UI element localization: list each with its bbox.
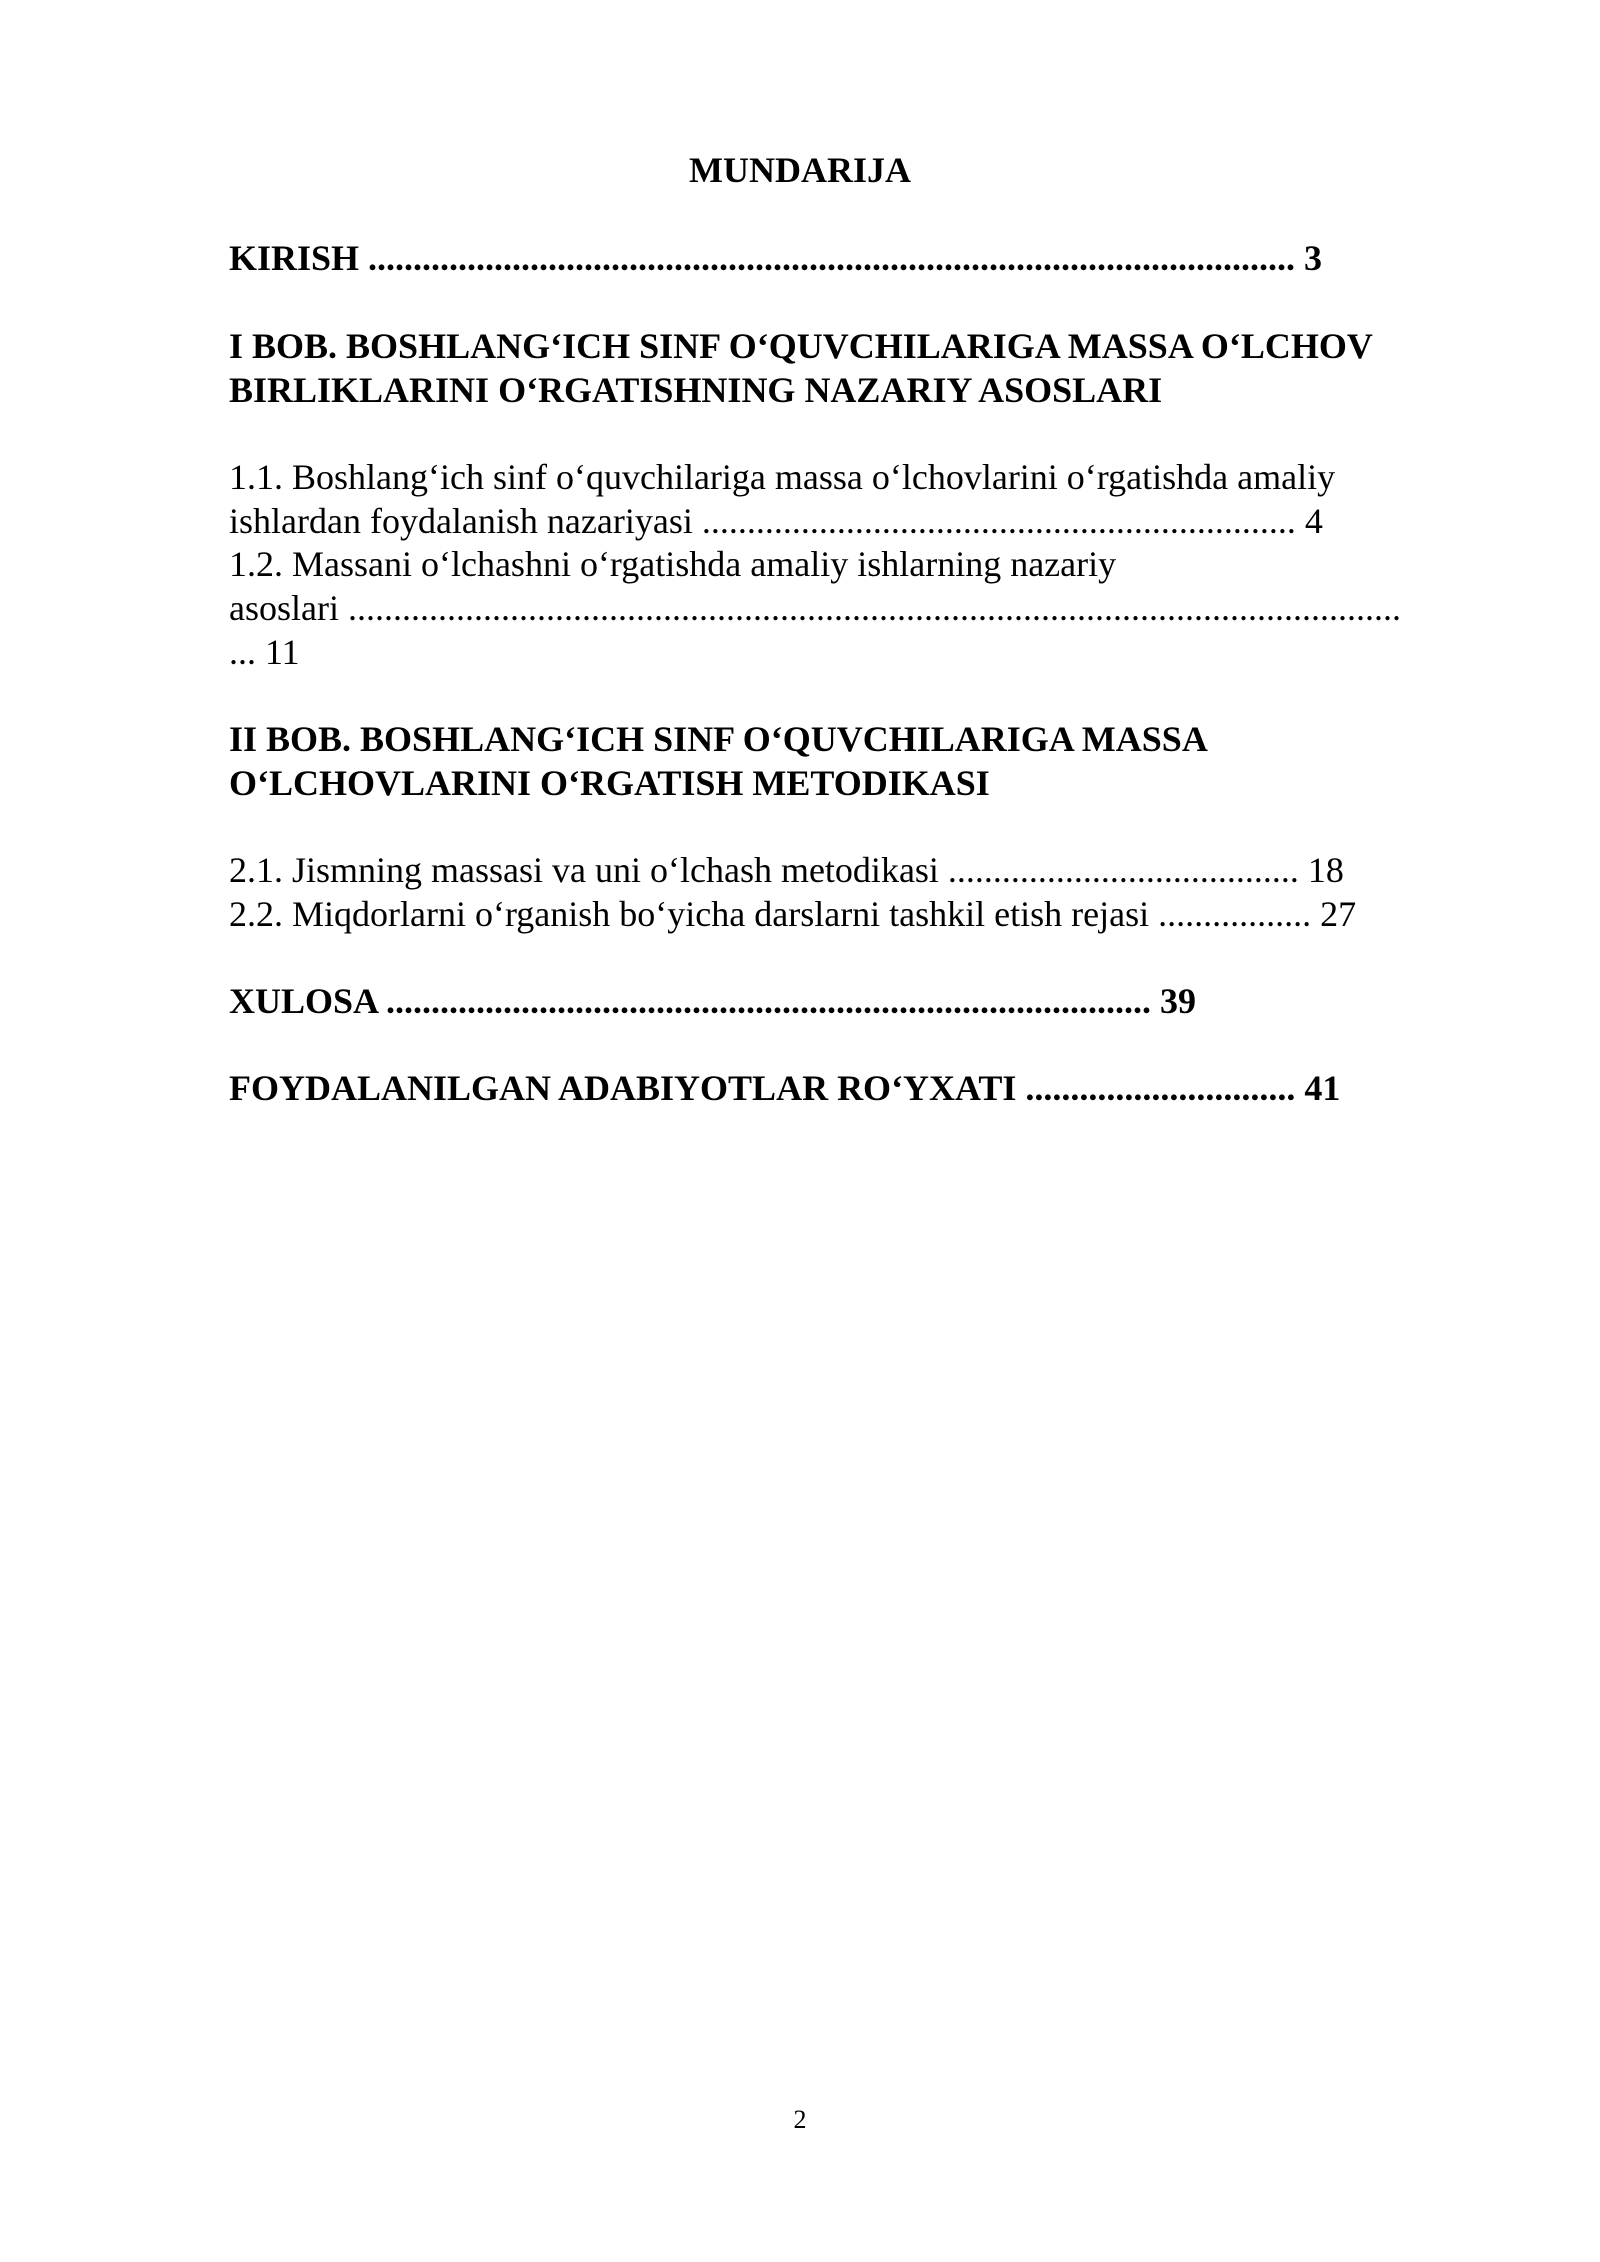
toc-section-1-1-line2: ishlardan foydalanish nazariyasi .................................................................. 4 [229,501,1323,541]
toc-section-2-2: 2.2. Miqdorlarni o‘rganish bo‘yicha darslarni tashkil etish rejasi ................. 27 [229,894,1357,934]
page-title: MUNDARIJA [689,150,911,190]
toc-entry-kirish: KIRISH ....................................................................................................... 3 [229,238,1323,278]
toc-chapter2-line2: O‘LCHOVLARINI O‘RGATISH METODIKASI [229,763,990,803]
page-number: 2 [793,2105,807,2134]
toc-section-1-2-line2: asoslari ..................................................................................................................... [229,588,1401,628]
toc-chapter1-line2: BIRLIKLARINI O‘RGATISHNING NAZARIY ASOSLARI [229,370,1163,410]
toc-entry-xulosa: XULOSA ..................................................................................... 39 [229,981,1197,1021]
toc-section-1-2-line1: 1.2. Massani o‘lchashni o‘rgatishda amaliy ishlarning nazariy [229,544,1117,584]
toc-section-2-1: 2.1. Jismning massasi va uni o‘lchash metodikasi ....................................... 18 [229,850,1344,890]
toc-chapter1-line1: I BOB. BOSHLANG‘ICH SINF O‘QUVCHILARIGA MASSA O‘LCHOV [229,326,1373,366]
toc-chapter2-line1: II BOB. BOSHLANG‘ICH SINF O‘QUVCHILARIGA MASSA [229,719,1208,759]
toc-section-1-1-line1: 1.1. Boshlang‘ich sinf o‘quvchilariga massa o‘lchovlarini o‘rgatishda amaliy [229,457,1336,497]
toc-section-1-2-line3: ... 11 [229,632,300,672]
toc-entry-adabiyotlar: FOYDALANILGAN ADABIYOTLAR RO‘YXATI .............................. 41 [229,1068,1341,1108]
